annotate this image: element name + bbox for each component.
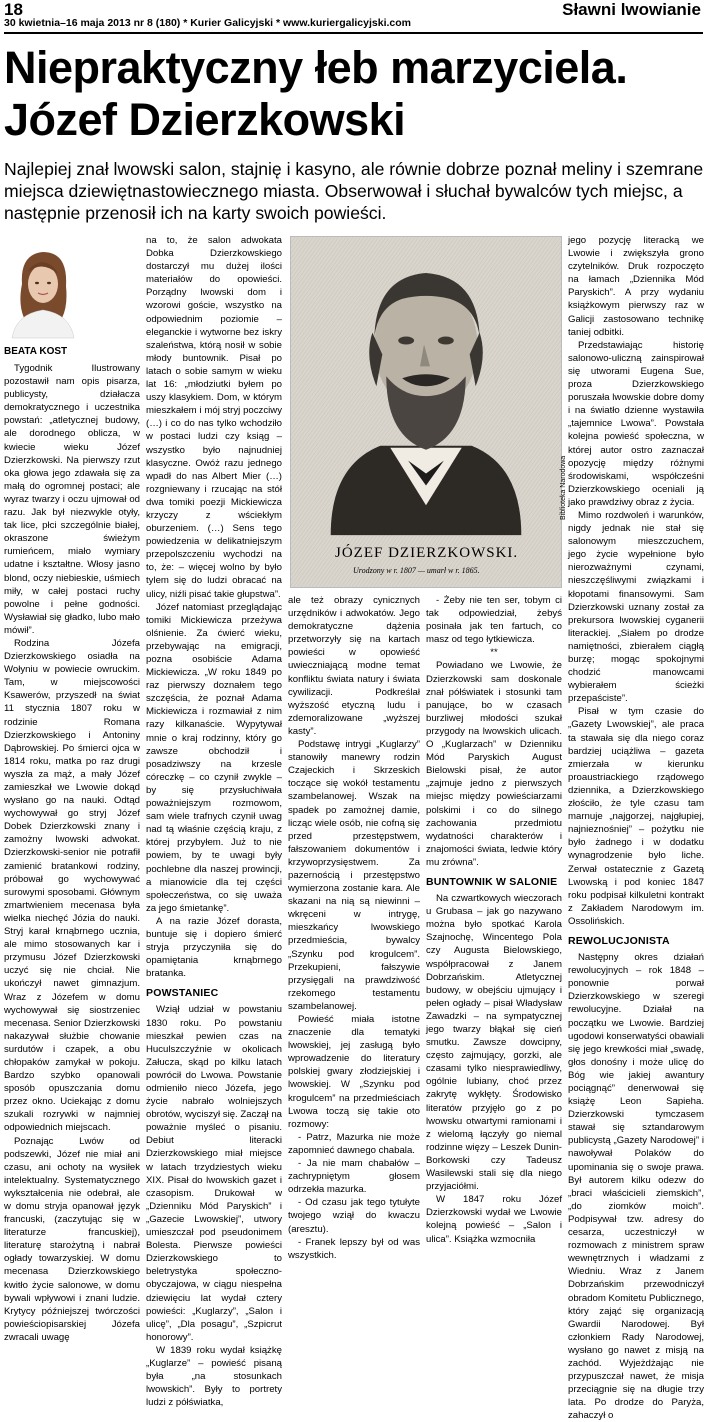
portrait-caption: JÓZEF DZIERZKOWSKI. [335, 545, 519, 561]
paragraph: - Od czasu jak tego tytułyte twojego wziął do kwaczu (aresztu). [288, 1197, 420, 1235]
portrait-subcaption: Urodzony w r. 1807 — umarł w r. 1865. [353, 566, 480, 575]
separator: ** [490, 647, 498, 659]
page-number: 18 [4, 0, 23, 19]
paragraph: jego pozycję literacką we Lwowie i zwiększyła grono czytelników. Druk rozpoczęto na łamach „Dziennika Mód Paryskich”. A przy wydaniu książkowym pierwszy raz w Galicji zastosowano technikę taniej odbitki. [568, 235, 704, 338]
paragraph: Powiadano we Lwowie, że Dzierzkowski sam doskonale znał półświatek i stosunki tam panujące, bo w czasach burzliwej młodości szukał przygody na lwowskich ulicach. O „Kuglarzach” w Dzienniku Mód Paryskich August Bielowski pisał, że autor „zajmuje jedno z pierwszych miejsc między powieściarzami polskimi i co do silnego zachowania przedmiotu wydatności charakterów i znajomości świata, ledwie który mu zrówna”. [426, 660, 562, 868]
author-photo [6, 244, 80, 338]
paragraph: Mimo rozdwoleń i warunków, nigdy jednak nie stał się salonowym mieszczuchem, jego życie wypełnione było nierozważnymi czynami, nieszczęśliwymi związkami i kłopotami finansowymi. Sam Dzierzkowski uznany został za prekursora lwowskiej cyganerii literackiej. „Siałem po drodze namiętności, zbierałem ciągłą burzę; mogąc spokojnymi chodzić manowcami wybierałem ścieżki przepaściste”. [568, 509, 704, 705]
image-credit: Biblioteka Narodowa [560, 455, 567, 520]
subheading-powstaniec: POWSTANIEC [146, 987, 219, 1000]
article-column-3 [288, 594, 420, 1261]
paragraph: A na razie Józef dorasta, buntuje się i dopiero śmierć stryja przyczyniła się do opamiętania krnąbrnego bratanka. [146, 915, 282, 980]
paragraph: - Żeby nie ten ser, tobym ci tak odpowiedział, żebyś posinała jak ten fartuch, co masz od tego łytkiewicza. [426, 595, 562, 646]
article-column-2 [146, 234, 282, 1409]
paragraph: Powieść miała istotne znaczenie dla tematyki lwowskiej, jej zasługą było wprowadzenie do literatury polskiej gwary złodziejskiej i lwowskiej. W „Szynku pod krogulcem” na przedmieściach Lwowa toczą się takie oto rozmowy: [288, 1014, 420, 1130]
paragraph: W 1847 roku Józef Dzierzkowski wydał we Lwowie kolejną powieść – „Salon i ulica”. Książka wzmocniła [426, 1194, 562, 1245]
paragraph: Następny okres działań rewolucyjnych – rok 1848 – ponownie porwał Dzierzkowskiego w szeregi rewolucyjne. Działał na początku we Lwowie. Bardziej ugodowi konserwatyści obawiali się jego krewkości miał „swadę, głos donośny i może ulicę do Bóg wie jakiej awantury pociągnąć” denerwował się książę Leon Sapieha. Dzierzkowski tymczasem stawał się sztandarowym publicystą „Gazety Narodowej” i nawoływał Polaków do upominania się o swoje prawa. Był autorem kilku odezw do „braci właścicieli ziemskich”, „do ziomków moich”. Podpisywał tzw. adresy do cesarza, uczestniczył w rozmowach z ministrem spraw wewnętrznych i władzami z Wiedniu. Wraz z Janem Dobrzańskim przewodniczył obradom Komitetu Publicznego, który zająć się organizacją Gwardii Narodowej. Był członkiem Rady Narodowej, wysłano go nawet z misją na zachód. Wyjeżdżając nie przypuszczał nawet, że misja przeciągnie się na długie trzy lata. Po drodze do Paryża, zahaczył o [568, 952, 704, 1422]
article-column-5 [568, 234, 704, 1422]
paragraph: Pisał w tym czasie do „Gazety Lwowskiej”, ale praca ta stawała się dla niego coraz bardziej uciążliwa – gazeta zmierzała w kierunku proaustriackiego rządowego dziennika, a Dzierzkowskiego złościło, że tyle czasu tam marnuje „najgorzej, najgłupiej, najnieznośniej” – pożytku nie było żadnego i w dodatku wynagrodzenie było liche. Zerwał ostatecznie z Gazetą Lwowską i pod koniec 1847 roku podpisał kilkuletni kontrakt z Zakładem Narodowym im. Ossolińskich. [568, 706, 704, 927]
subheading-rewolucjonista: REWOLUCJONISTA [568, 934, 670, 947]
paragraph: Józef natomiast przeglądając tomiki Mickiewicza przeżywa olśnienie. Za ćwierć wieku, przebywając na emigracji, pozna osobiście Adama Mickiewicza. „W roku 1849 po raz pierwszy doznałem tego szczęścia, że poznał Adama Mickiewicza i rozmawiał z nim razy kilkanaście. Wypytywał mnie o kraj rodzinny, który go zawsze obchodził i posadziwszy na krzesle córeczkę – co czynił zwykle – by się przysłuchiwała poważniejszym rozmowom, sam wiele trafnych czynił uwag nad tą właśnie częścią kraju, z której przybyłem. Już to nie powiem, by te uwagi były pochlebne dla naszej prowincji, a mianowicie dla tej części społeczeństwa, co się uważa za jego śmietankę”. [146, 601, 282, 914]
paragraph: Przedstawiając historię salonowo-uliczną zainspirował się utworami Eugena Sue, proza Dzierzkowskiego poruszała lwowskie dobre domy i na światło dzienne wystawiła „tajemnice Lwowa”. Powstała kolejna powieść społeczna, w której autor ostro zaznaczał opozycję między różnymi środowiskami, współcześni Dzierzkowskiego oceniali ją jako prawdziwy obraz z życia. [568, 339, 704, 508]
section-title: Sławni lwowianie [562, 0, 701, 19]
headline-line-1: Niepraktyczny łeb marzyciela. [4, 42, 628, 93]
portrait-engraving [290, 236, 562, 588]
paragraph: Podstawę intrygi „Kuglarzy” stanowiły manewry rodzin Czajeckich i Skrzeskich toczące się wokół testamentu szambelanowej. Wszak na spadek po zamożnej damie, licząc wiele osób, nie cofną się przed przestępstwem, fałszowaniem dokumentów i krzywoprzysięstwem. Za pazernością i przestępstwo wymierzona zostanie kara. Ale skazani na nią są niewinni – wkręceni w intrygę, mieszkańcy lwowskiego przedmieścia, bywalcy „Szynku pod krogulcem”. Przekupieni, fałszywie przysięgali na prawdziwość rzekomego testamentu szambelanowej. [288, 739, 420, 1012]
paragraph: - Ja nie mam chabałów – zachrypniętym głosem odrzekła mazurka. [288, 1158, 420, 1196]
subheading-buntownik: BUNTOWNIK W SALONIE [426, 875, 558, 888]
article-headline [4, 42, 704, 146]
paragraph: Rodzina Józefa Dzierzkowskiego osiadła na Wołyniu w powiecie owruckim. Tam, w miejscowości Ksawerów, przyszedł na świat 11 stycznia 1807 roku w rodzinie Romana Dzierzkowskiego i Antoniny Dąbrowskiej. Po śmierci ojca w 1814 roku, matka po raz drugi wyszła za mąż, a mały Józef zamieszkał we Lwowie dokąd wysłano go na nauki. Odtąd wychowywał go stryj Józef Dobek Dzierzkowski znany i zamożny lwowski adwokat. Dzierzkowski-senior nie potrafił zamienić bratankowi rodziny, próbował go wychowywać surowymi sposobami. Głównym zmartwieniem mecenasa była wielka niechęć Józia do nauki. Stryj karał krnąbrnego ucznia, ale mimo stosowanych kar i przymusu Józef Dzierzkowski uczyć się nie chciał. Nie ukończył nawet gimnazjum. Wraz z Józefem w domu wychowywał się siostrzeniec mecenasa. Senior Dzierzkowski nakazywał służbie chowanie surdutów i czapek, a obu chłopaków zamykał w pokoju. Bardzo szybko opanowali sposób opuszczania domu przez okno. Uciekając z domu szukali rozrywki w najmniej odpowiednich miejscach. [4, 637, 140, 1134]
headline-line-2: Józef Dzierzkowski [4, 94, 406, 145]
paragraph: ale też obrazy cynicznych urzędników i adwokatów. Jego demokratyczne dążenia przetworzyły się na kartach powieści w opowieść uwieczniającą modne temat konfliktu świata natury i świata cywilizacji. Podkreślał wyższość etyczną ludu i zdemoralizowane „wyższej kasty”. [288, 595, 420, 737]
paragraph: Tygodnik Ilustrowany pozostawił nam opis pisarza, publicysty, działacza demokratycznego i uczestnika powstań: „atletycznej budowy, ale dorodnego oblicza, w kwiecie wieku Józef Dzierzkowski. Na pierwszy rzut oka głowa jego zdawała się za małą do ogromnej postaci; ale wyraz twarzy i oczu ujmował od razu. Jak był niezwykle otyły, tak lice, płci szczególnie białej, okraszone świeżym rumieńcem, miało wymiary udatne i kształtne. Włosy jasno blond, oczy niebieskie, uśmiech miły, w całej postaci ruchy powolne i pełne godności. Wysławiał się gładko, lubo mało mówił”. [4, 363, 140, 636]
issue-info: 30 kwietnia–16 maja 2013 nr 8 (180) * Kurier Galicyjski * www.kuriergalicyjski.com [4, 17, 411, 29]
header-divider [4, 32, 703, 34]
article-column-1 [4, 362, 140, 1343]
article-lead: Najlepiej znał lwowski salon, stajnię i kasyno, ale równie dobrze poznał meliny i szemrane miejsca dziewiętnastowiecznego miasta. Obserwował i słuchał bywalców tych miejsc, a następnie przenosił ich na karty swoich powieści. [4, 159, 704, 223]
paragraph: - Franek lepszy był od was wszystkich. [288, 1236, 420, 1261]
article-column-4 [426, 594, 562, 1245]
paragraph: - Patrz, Mazurka nie może zapomnieć dawnego chabala. [288, 1131, 420, 1156]
paragraph: Poznając Lwów od podszewki, Józef nie miał ani czasu, ani ochoty na wysiłek intelektualny. Systematycznego wykształcenia nie odebrał, ale w domu stryja opanował język francuski, (zaczytując się w literaturze francuskiej), literaturę starożytną i nabrał ogłady towarzyskiej. W domu mecenasa Dzierzkowskiego kwitło życie salonowe, w domu bywali wpływowi i znani ludzie. Krytycy późniejszej twórczości powieściopisarskiej Józefa zwracali uwagę [4, 1135, 140, 1343]
author-byline: BEATA KOST [4, 346, 68, 357]
paragraph: na to, że salon adwokata Dobka Dzierzkowskiego dostarczył mu dużej ilości materiałów do opowieści. Porządny lwowski dom i wzorowi goście, wszystko na odpowiednim poziomie – eleganckie i wytworne bez iskry szaleństwa, którą nosił w sobie młody buntownik. Pisał po latach o sobie samym w wieku lat 16: „młodziutki byłem po uszy klasykiem. Dom, w którym mieszkałem i mój stryj poczciwy (…) i co do nas tylko wchodziło w postaci ludzi czy ksiąg – wszystko było najnudniej klasyczne. Owóż razu jednego wpadł do nas Albert Mier (…) rozgniewany i rzucając na stół dwa tomiki poezji Mickiewicza krzyczy z wściekłym oburzeniem. (…) Sens tego powiedzenia w delikatniejszym przepolszczeniu wychodzi na to, że: – więcej wolno by było tylem się do ludzi obracać na ulicy, niźli pisać takie głupstwa”. [146, 235, 282, 600]
paragraph: W 1839 roku wydał książkę „Kuglarze” – powieść pisaną była „na stosunkach lwowskich”. Były to portrety ludzi z półświatka, [146, 1344, 282, 1409]
paragraph: Na czwartkowych wieczorach u Grubasa – jak go nazywano można było spotkać Karola Szajnochę, Wincentego Pola czy Augusta Bielowskiego, współpracował z Janem Dobrzańskim. Atletycznej budowy, w obejściu ujmujący i pełen ogłady – pisał Władysław Zawadzki – na sympatycznej jego twarzy błąkał się cień smutku. Zawsze dowcipny, często zajmujący, gorzki, ale czasami tylko niesprawiedliwy, ogólnie lubiany, choć przez zakrytę wykłęty. Środowisko literatów przyjęło go z po lwowsku otwartymi ramionami i z wielomą łączyły go niemal rodzinne więzy – Leszek Dunin-Borkowski czy Tadeusz Wasilewski stali się dla niego przyjaciółmi. [426, 893, 562, 1193]
paragraph: Wziął udział w powstaniu 1830 roku. Po powstaniu mieszkał pewien czas na Huculszczyźnie w okolicach Załucza, skąd po kilku latach powrócił do Lwowa. Powstanie odmieniło nieco Józefa, jego życie nabrało wolniejszych obrotów, wyciszył się. Zaczął na poważnie myśleć o pisaniu. Debiut literacki Dzierzkowskiego miał miejsce w latach trzydziestych wieku XIX. Pisał do lwowskich gazet i czasopism. Drukował w „Dzienniku Mód Paryskich” i „Gazecie Lwowskiej”, utwory umieszczał pod pseudonimem Bolesta. Pierwsze powieści Dzierzkowskiego to beletrystyka społeczno-obyczajowa, w ciągu niespełna dziewięciu lat wydał cztery powieści: „Kuglarzy”, „Salon i ulicę”, „Dla posagu”, „Szpicrut honorowy”. [146, 1004, 282, 1343]
